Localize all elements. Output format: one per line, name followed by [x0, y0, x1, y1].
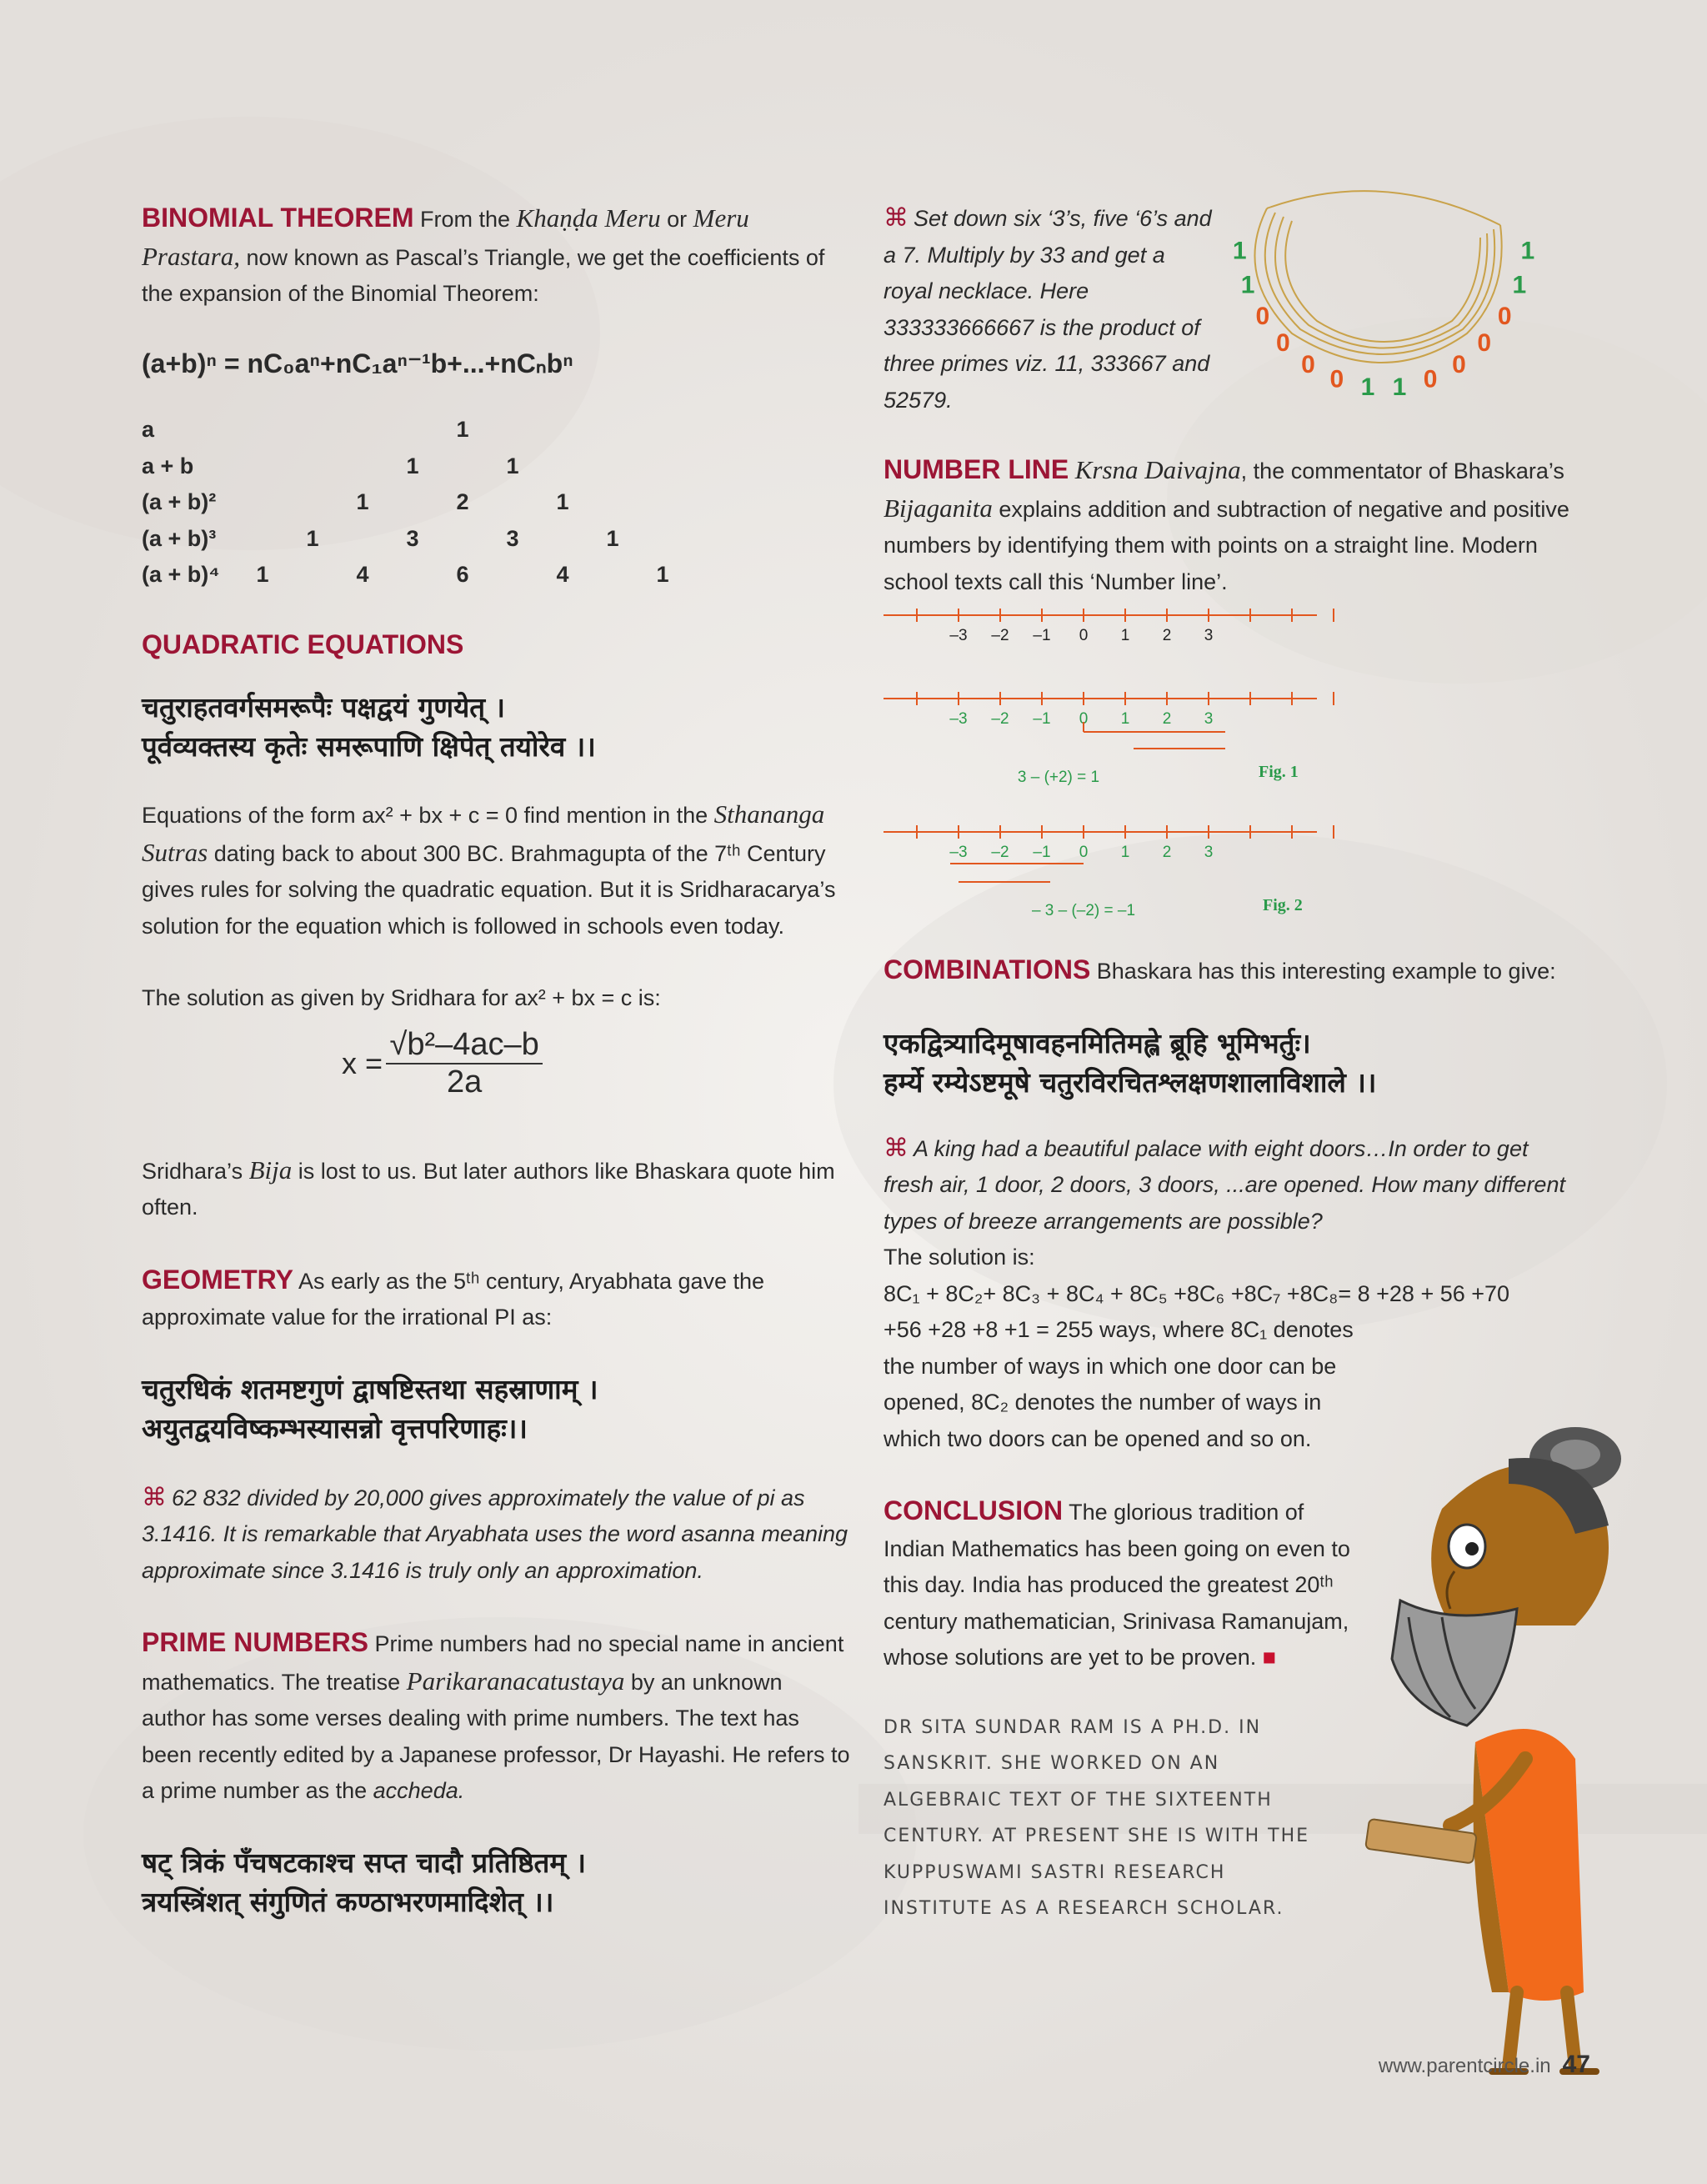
pascal-spacer	[488, 557, 538, 594]
formula-numerator: √b²–4ac–b	[386, 1027, 542, 1064]
pascal-spacer	[638, 448, 688, 485]
pascal-coefficient: 2	[456, 489, 469, 515]
number-line-label: –2	[991, 627, 1009, 644]
number-line-figures	[884, 607, 1350, 940]
number-line-label: 1	[1120, 627, 1130, 644]
pascal-coefficient: 3	[506, 525, 519, 551]
number-line-label: 2	[1162, 627, 1172, 644]
necklace-bead: 0	[1497, 302, 1512, 330]
sanskrit-verse-line: एकद्वित्र्यादिमूषावहनमितिमह्ले ब्रूहि भूमिभर्तुः।	[884, 1026, 1311, 1059]
prime-text: Prime numbers had no special name in ancient mathematics. The treatise	[142, 1631, 844, 1695]
pascal-spacer	[638, 521, 688, 558]
number-line-label: 0	[1079, 627, 1089, 644]
pascal-spacer	[388, 484, 438, 521]
note-symbol-icon: ⌘	[884, 1134, 909, 1162]
note-symbol-icon: ⌘	[142, 1483, 167, 1511]
pascal-spacer	[288, 557, 338, 594]
fig2-caption: – 3 – (–2) = –1	[1031, 902, 1136, 919]
solution-intro: The solution is:	[884, 1245, 1035, 1270]
quadratic-text: Sridhara’s	[142, 1158, 249, 1184]
fig1-caption: 3 – (+2) = 1	[1017, 769, 1100, 786]
pascal-coefficient: 1	[606, 525, 619, 551]
pascal-coefficient: 1	[456, 417, 469, 443]
number-line-label: –3	[949, 627, 968, 644]
necklace-bead: 0	[1301, 350, 1315, 378]
pascal-row	[142, 484, 688, 521]
pascal-spacer	[538, 448, 588, 485]
pascal-spacer	[338, 521, 388, 558]
quadratic-formula	[342, 1027, 850, 1110]
quadratic-paragraph-3	[142, 1152, 850, 1226]
number-line-label: –3	[949, 844, 968, 861]
pascal-triangle	[142, 412, 688, 594]
sanskrit-verse-line: अयुतद्वयविष्कम्भस्यासन्नो वृत्तपरिणाहः।।	[142, 1411, 528, 1445]
quadratic-text: Equations of the form ax² + bx + c = 0 find mention in the	[142, 803, 714, 828]
pascal-row-label: (a + b)²	[142, 489, 217, 515]
pascal-spacer	[488, 484, 538, 521]
author-bio: DR SITA SUNDAR RAM IS A PH.D. IN SANSKRIT. SHE WORKED ON AN ALGEBRAIC TEXT OF THE SIXTEENTH CENTURY. AT PRESENT SHE IS WITH THE KUPPUSWAMI SASTRI RESEARCH INSTITUTE AS A RESEARCH SCHOLAR.	[884, 1716, 1310, 1919]
number-line-label: 2	[1162, 844, 1172, 861]
necklace-text: Set down six ‘3’s, five ‘6’s and a 7. Multiply by 33 and get a royal necklace. Here 333333666667 is the product of three primes viz. 11, 333667 and 52579.	[884, 206, 1212, 413]
pascal-spacer	[238, 484, 288, 521]
pascal-spacer	[238, 448, 288, 485]
pascal-coefficient: 1	[256, 562, 269, 588]
geometry-paragraph	[142, 1262, 850, 1336]
pascal-spacer	[388, 412, 438, 448]
fig2-label: Fig. 2	[1263, 896, 1303, 914]
meru-prastara-term: Meru Prastara,	[142, 203, 749, 271]
binomial-text: or	[660, 207, 693, 232]
formula-lhs: x =	[342, 1045, 383, 1080]
number-line-label: 3	[1204, 627, 1214, 644]
sanskrit-verse-line: त्रयस्त्रिंशत् संगुणितं कण्ठाभरणमादिशेत् ।।	[142, 1885, 554, 1918]
pascal-spacer	[288, 412, 338, 448]
necklace-bead: 0	[1423, 365, 1438, 393]
geometry-note-text: 62 832 divided by 20,000 gives approximately the value of pi as 3.1416. It is remarkable that Aryabhata uses the word asanna meaning approximate since 3.1416 is truly only an approximation.	[142, 1485, 848, 1583]
number-line-label: –1	[1033, 844, 1051, 861]
binomial-text: now known as Pascal’s Triangle, we get the coefficients of the expansion of the Binomial Theorem:	[142, 244, 825, 306]
khanda-meru-term: Khaṇḍa Meru	[516, 203, 661, 233]
pascal-spacer	[388, 557, 438, 594]
number-line-label: –1	[1033, 710, 1051, 728]
pascal-coefficient: 1	[406, 453, 419, 478]
prime-paragraph	[142, 1625, 850, 1810]
end-mark-icon: ■	[1262, 1645, 1277, 1670]
prime-verse	[142, 1843, 850, 1921]
pascal-row	[142, 448, 688, 485]
necklace-bead: 1	[1240, 271, 1255, 299]
sanskrit-verse-line: चतुराहतवर्गसमरूपैः पक्षद्वयं गुणयेत् ।	[142, 691, 506, 724]
fig1-label: Fig. 1	[1259, 763, 1299, 781]
pascal-coefficient: 1	[356, 489, 369, 515]
page-footer	[1379, 2051, 1590, 2079]
sanskrit-verse-line: हर्म्ये रम्येऽष्टमूषे चतुरविरचितश्लक्षणशालाविशाले ।।	[884, 1065, 1377, 1099]
pascal-spacer	[488, 412, 538, 448]
combinations-note	[884, 1130, 1584, 1240]
geometry-text: As early as the 5ᵗʰ century, Aryabhata gave the approximate value for the irrational PI as:	[142, 1268, 765, 1330]
sthananga-sutras-term: Sthananga Sutras	[142, 799, 825, 867]
pascal-row-label: a	[142, 417, 155, 443]
necklace-bead: 1	[1392, 373, 1407, 401]
numberline-paragraph	[884, 452, 1600, 600]
pascal-spacer	[638, 484, 688, 521]
page-number: 47	[1562, 2051, 1590, 2078]
pascal-coefficient: 1	[556, 489, 569, 515]
sanskrit-verse-line: चतुरधिकं शतमष्टगुणं द्वाषष्टिस्तथा सहस्राणाम् ।	[142, 1372, 598, 1405]
number-line-label: 3	[1204, 844, 1214, 861]
combinations-verse	[884, 1024, 1600, 1102]
necklace-bead: 0	[1329, 365, 1344, 393]
conclusion-heading: CONCLUSION	[884, 1495, 1064, 1525]
pascal-coefficient: 4	[356, 562, 369, 588]
necklace-bead: 1	[1232, 237, 1247, 265]
sanskrit-verse-line: पूर्वव्यक्तस्य कृतेः समरूपाणि क्षिपेत् तयोरेव ।।	[142, 730, 596, 763]
formula-fraction	[386, 1027, 542, 1100]
pascal-spacer	[338, 412, 388, 448]
pascal-coefficient: 1	[656, 562, 669, 588]
number-line-label: –3	[949, 710, 968, 728]
necklace-bead: 0	[1255, 302, 1270, 330]
binomial-formula: (a+b)ⁿ = nC₀aⁿ+nC₁aⁿ⁻¹b+...+nCₙbⁿ	[142, 348, 573, 378]
number-line-label: 3	[1204, 710, 1214, 728]
pascal-spacer	[288, 448, 338, 485]
necklace-illustration	[1217, 175, 1567, 442]
quadratic-paragraph-2: The solution as given by Sridhara for ax² + bx = c is:	[142, 985, 661, 1010]
pascal-coefficient: 4	[556, 562, 569, 588]
combinations-text: Bhaskara has this interesting example to give:	[1090, 959, 1556, 984]
pascal-spacer	[538, 412, 588, 448]
formula-denominator: 2a	[447, 1064, 483, 1100]
quadratic-heading: QUADRATIC EQUATIONS	[142, 629, 464, 659]
number-line-label: –2	[991, 710, 1009, 728]
pascal-spacer	[588, 412, 638, 448]
combinations-note-text: A king had a beautiful palace with eight doors…In order to get fresh air, 1 door, 2 doors, 3 doors, ...are opened. How many different types of breeze arrangements are possible?	[884, 1135, 1565, 1234]
note-symbol-icon: ⌘	[884, 204, 909, 232]
pascal-row-label: a + b	[142, 453, 194, 478]
combinations-paragraph	[884, 952, 1600, 990]
pascal-spacer	[588, 448, 638, 485]
accheda-term: accheda.	[373, 1778, 465, 1803]
necklace-bead: 0	[1477, 329, 1492, 358]
pascal-spacer	[588, 484, 638, 521]
numberline-text: , the commentator of Bhaskara’s	[1240, 458, 1564, 483]
bijaganita-term: Bijaganita	[884, 493, 993, 523]
pascal-spacer	[588, 557, 638, 594]
left-column	[142, 200, 850, 1921]
pascal-row	[142, 521, 688, 558]
pascal-row	[142, 557, 688, 594]
geometry-note	[142, 1480, 850, 1590]
parikaranacatustaya-term: Parikaranacatustaya	[406, 1666, 625, 1696]
binomial-heading: BINOMIAL THEOREM	[142, 203, 414, 233]
number-line-label: 2	[1162, 710, 1172, 728]
conclusion-text: The glorious tradition of Indian Mathematics has been going on even to this day. India has produced the greatest 20ᵗʰ century mathematician, Srinivasa Ramanujam, whose solutions are yet to be proven.	[884, 1500, 1350, 1670]
krsna-daivajna-term: Krsna Daivajna	[1074, 455, 1241, 484]
pascal-coefficient: 3	[406, 525, 419, 551]
necklace-bead: 0	[1275, 329, 1290, 358]
bija-term: Bija	[248, 1155, 293, 1185]
pascal-coefficient: 1	[306, 525, 319, 551]
binomial-text: From the	[413, 207, 517, 232]
pascal-spacer	[238, 412, 288, 448]
number-line-label: 0	[1079, 844, 1089, 861]
number-line-label: –2	[991, 844, 1009, 861]
pascal-spacer	[438, 448, 488, 485]
solution-line-2: +56 +28 +8 +1 = 255 ways, where 8C₁ denotes the number of ways in which one door can be opened, 8C₂ denotes the number of ways in which two doors can be opened and so on.	[884, 1317, 1354, 1451]
numberline-text: explains addition and subtraction of negative and positive numbers by identifying them with points on a straight line. Modern school texts call this ‘Number line’.	[884, 496, 1569, 594]
necklace-note	[884, 200, 1217, 418]
quadratic-paragraph-1	[142, 796, 850, 944]
quadratic-text: dating back to about 300 BC. Brahmagupta of the 7ᵗʰ Century gives rules for solving the quadratic equation. But it is Sridharacarya’s solution for the equation which is followed in schools even today.	[142, 840, 836, 939]
number-line-label: –1	[1033, 627, 1051, 644]
combinations-heading: COMBINATIONS	[884, 954, 1091, 984]
prime-heading: PRIME NUMBERS	[142, 1627, 369, 1657]
necklace-bead: 1	[1520, 237, 1535, 265]
numberline-heading: NUMBER LINE	[884, 454, 1069, 484]
pascal-spacer	[238, 521, 288, 558]
binomial-paragraph	[142, 200, 850, 313]
pascal-spacer	[538, 521, 588, 558]
number-line-label: 0	[1079, 710, 1089, 728]
necklace-bead: 1	[1512, 271, 1527, 299]
quadratic-verse	[142, 688, 850, 766]
sanskrit-verse-line: षट् त्रिकं पँचषटकाश्च सप्त चादौ प्रतिष्ठितम् ।	[142, 1846, 587, 1879]
pascal-spacer	[338, 448, 388, 485]
pascal-spacer	[288, 484, 338, 521]
necklace-bead: 1	[1360, 373, 1375, 401]
quadratic-text: is lost to us. But later authors like Bhaskara quote him often.	[142, 1158, 835, 1220]
necklace-bead: 0	[1452, 350, 1466, 378]
sage-illustration	[1325, 1409, 1675, 2092]
solution-line-1: 8C₁ + 8C₂+ 8C₃ + 8C₄ + 8C₅ +8C₆ +8C₇ +8C₈= 8 +28 + 56 +70	[884, 1280, 1510, 1306]
site-url: www.parentcircle.in	[1378, 2055, 1551, 2077]
pascal-spacer	[638, 412, 688, 448]
conclusion-paragraph	[884, 1493, 1350, 1676]
pascal-row-label: (a + b)³	[142, 525, 217, 551]
geometry-verse	[142, 1370, 850, 1448]
pascal-spacer	[438, 521, 488, 558]
pascal-row	[142, 412, 688, 448]
prime-text: by an unknown author has some verses dealing with prime numbers. The text has been recently edited by a Japanese professor, Dr Hayashi. He refers to a prime number as the	[142, 1669, 850, 1803]
geometry-heading: GEOMETRY	[142, 1264, 293, 1295]
pascal-coefficient: 6	[456, 562, 469, 588]
pascal-row-label: (a + b)⁴	[142, 562, 220, 588]
number-line-label: 1	[1120, 844, 1130, 861]
number-line-label: 1	[1120, 710, 1130, 728]
pascal-coefficient: 1	[506, 453, 519, 478]
